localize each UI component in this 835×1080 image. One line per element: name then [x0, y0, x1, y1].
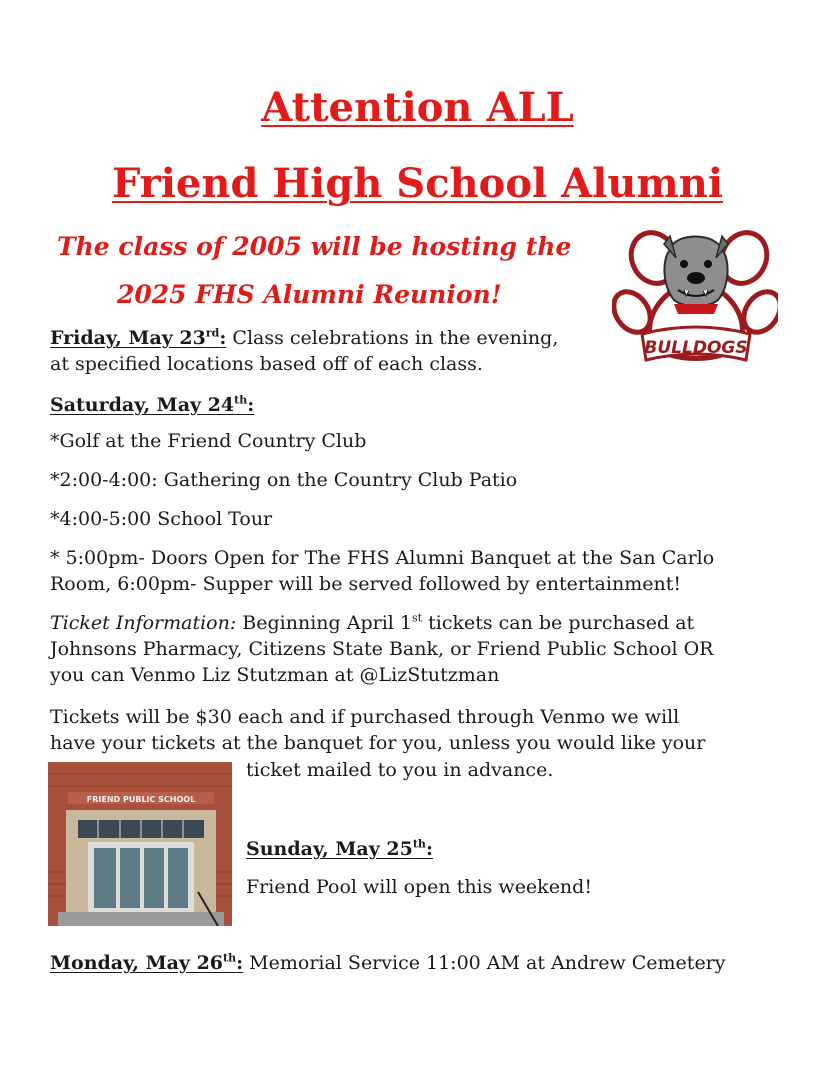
ticket-info-line-1: Ticket Information: Beginning April 1st tickets can be purchased at: [50, 611, 695, 634]
monday-text: Memorial Service 11:00 AM at Andrew Cemetery: [243, 952, 726, 974]
bulldogs-paw-logo: [612, 222, 778, 370]
ticket-info-line-3: you can Venmo Liz Stutzman at @LizStutzman: [50, 664, 500, 686]
ticket-price-line-2: have your tickets at the banquet for you, unless you would like your: [50, 732, 706, 754]
photo-sign-text: FRIEND PUBLIC SCHOOL: [86, 795, 196, 804]
bulldog-head-icon: [664, 236, 728, 314]
saturday-banquet-2: Room, 6:00pm- Supper will be served followed by entertainment!: [50, 573, 681, 595]
friday-line-2: at specified locations based off of each class.: [50, 353, 483, 375]
ticket-info-label: Ticket Information:: [50, 612, 237, 634]
school-building-photo: [48, 762, 232, 926]
friday-label: Friday, May 23rd:: [50, 326, 227, 349]
saturday-item-golf: *Golf at the Friend Country Club: [50, 430, 367, 452]
ticket-price-line-3: ticket mailed to you in advance.: [246, 759, 554, 781]
monday-line: [50, 950, 726, 976]
title-line-2: Friend High School Alumni: [111, 160, 724, 207]
saturday-item-gathering: *2:00-4:00: Gathering on the Country Club Patio: [50, 469, 518, 491]
saturday-banquet-1: * 5:00pm- Doors Open for The FHS Alumni Banquet at the San Carlo: [50, 547, 715, 569]
logo-text: BULLDOGS: [644, 338, 748, 358]
sunday-heading: Sunday, May 25th:: [246, 837, 433, 860]
subtitle-line-2: 2025 FHS Alumni Reunion!: [117, 280, 502, 309]
monday-label: Monday, May 26th:: [50, 951, 244, 974]
ticket-info-line-2: Johnsons Pharmacy, Citizens State Bank, or Friend Public School OR: [50, 638, 714, 660]
saturday-heading: Saturday, May 24th:: [50, 393, 255, 416]
ticket-price-line-1: Tickets will be $30 each and if purchased through Venmo we will: [50, 706, 680, 728]
saturday-item-tour: *4:00-5:00 School Tour: [50, 508, 273, 530]
sunday-text: Friend Pool will open this weekend!: [246, 876, 592, 898]
friday-text: Class celebrations in the evening,: [226, 327, 559, 349]
friday-line-1: [50, 325, 558, 351]
subtitle-line-1: The class of 2005 will be hosting the: [57, 232, 572, 261]
title-line-1: Attention ALL: [261, 84, 574, 131]
